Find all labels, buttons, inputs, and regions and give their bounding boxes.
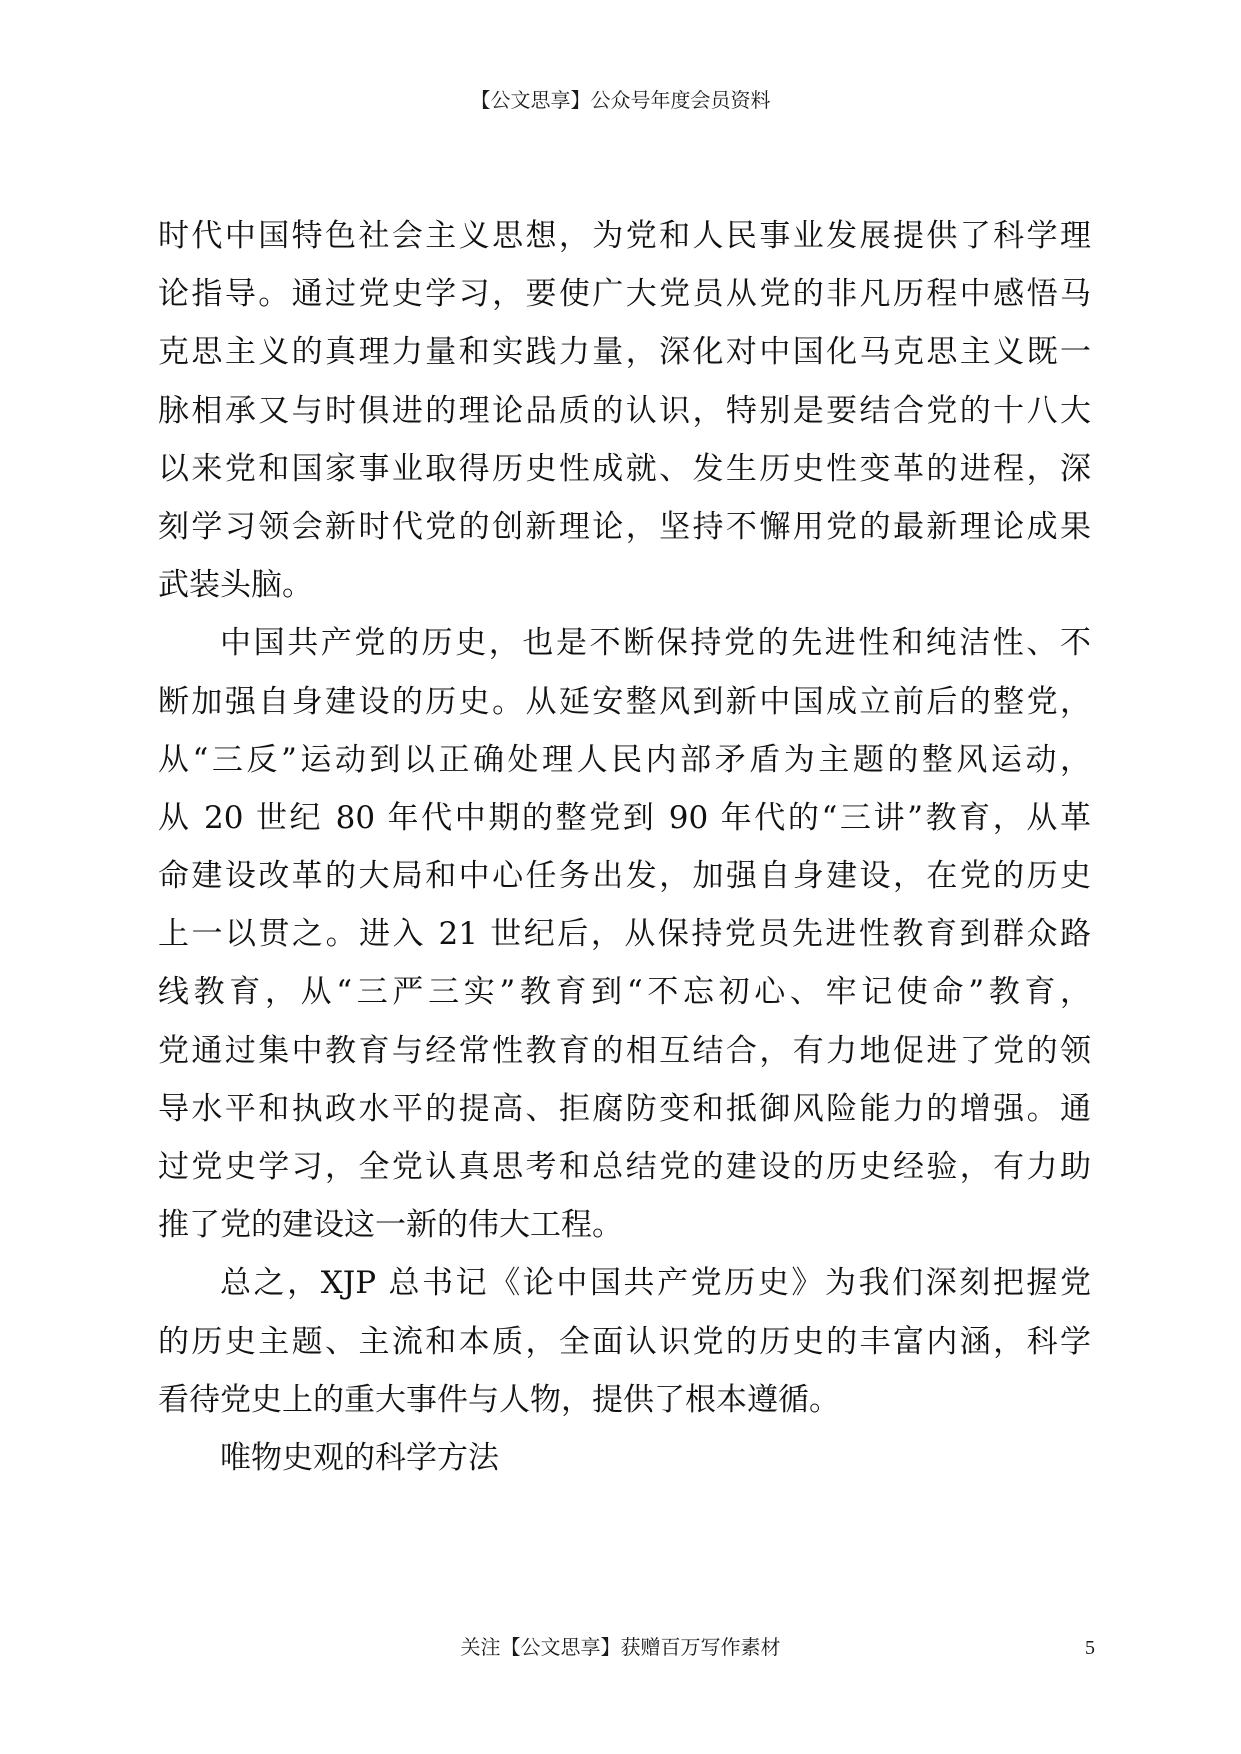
text-line: 从 20 世纪 80 年代中期的整党到 90 年代的“三讲”教育，从革 [158,799,1091,836]
text-line: 刻学习领会新时代党的创新理论，坚持不懈用党的最新理论成果 [158,508,1091,545]
page-header: 【公文思享】公众号年度会员资料 [470,90,771,112]
page-number: 5 [1085,1637,1095,1659]
section-heading [158,1429,1091,1487]
text-line: 导水平和执政水平的提高、拒腐防变和抵御风险能力的增强。通 [158,1090,1091,1127]
text-line: 从“三反”运动到以正确处理人民内部矛盾为主题的整风运动， [158,741,1091,778]
text-line: 论指导。通过党史学习，要使广大党员从党的非凡历程中感悟马 [158,276,1091,313]
text-line: 看待党史上的重大事件与人物，提供了根本遵循。 [158,1381,840,1418]
text-line: 断加强自身建设的历史。从延安整风到新中国成立前后的整党， [158,683,1091,720]
text-line: 党通过集中教育与经常性教育的相互结合，有力地促进了党的领 [158,1032,1091,1069]
text-line: 总之，XJP 总书记《论中国共产党历史》为我们深刻把握党 [220,1265,1091,1302]
text-line: 过党史学习，全党认真思考和总结党的建设的历史经验，有力助 [158,1149,1091,1185]
section-heading-text: 唯物史观的科学方法 [220,1439,499,1476]
text-line: 脉相承又与时俱进的理论品质的认识，特别是要结合党的十八大 [158,392,1091,429]
page-footer: 关注【公文思享】获赠百万写作素材 [460,1637,781,1659]
text-line: 中国共产党的历史，也是不断保持党的先进性和纯洁性、不 [220,625,1091,662]
text-line: 上一以贯之。进入 21 世纪后，从保持党员先进性教育到群众路 [158,916,1091,953]
paragraph [158,1254,1091,1429]
text-line: 以来党和国家事业取得历史性成就、发生历史性变革的进程，深 [158,450,1091,487]
text-line: 克思主义的真理力量和实践力量，深化对中国化马克思主义既一 [158,334,1091,371]
paragraph [158,207,1091,614]
text-line: 武装头脑。 [158,567,313,604]
text-line: 命建设改革的大局和中心任务出发，加强自身建设，在党的历史 [158,858,1091,895]
text-line: 推了党的建设这一新的伟大工程。 [158,1207,623,1244]
paragraph [158,614,1091,1254]
text-line: 的历史主题、主流和本质，全面认识党的历史的丰富内涵，科学 [158,1323,1091,1360]
text-line: 时代中国特色社会主义思想，为党和人民事业发展提供了科学理 [158,218,1091,254]
document-body [158,207,1091,1487]
text-line: 线教育，从“三严三实”教育到“不忘初心、牢记使命”教育， [158,974,1091,1011]
